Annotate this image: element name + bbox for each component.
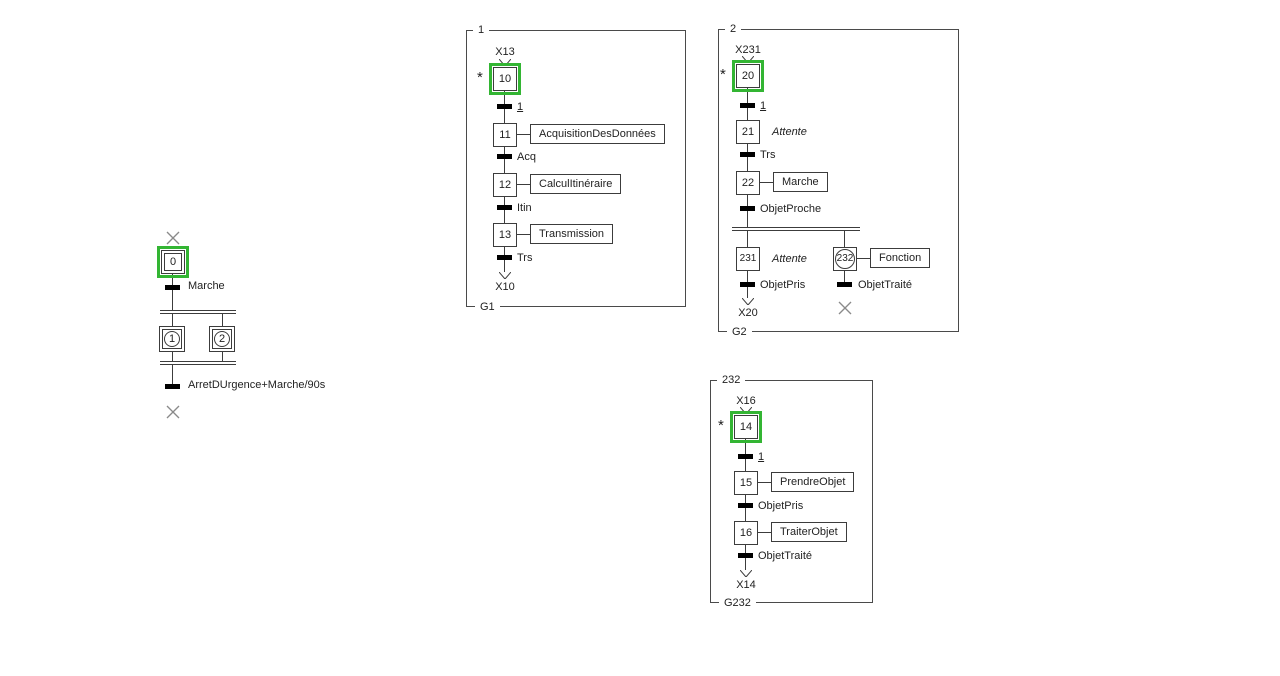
transition-trs-label: Trs <box>760 149 776 161</box>
enclosure-frame-name: G2 <box>727 326 752 338</box>
step-21-comment: Attente <box>772 126 807 138</box>
transition-marche-bar[interactable] <box>165 285 180 290</box>
flow-line <box>222 314 223 326</box>
step-12-action[interactable]: CalculItinéraire <box>530 174 621 194</box>
parallel-split-line <box>732 230 860 231</box>
action-link <box>760 182 773 183</box>
transition-itin-bar[interactable] <box>497 205 512 210</box>
transition-objetpris-label: ObjetPris <box>758 500 804 512</box>
step-11[interactable]: 11 <box>493 123 517 147</box>
arrow-down-icon <box>740 407 752 414</box>
enclosure-frame-number: 1 <box>473 24 489 36</box>
transition-trs-label: Trs <box>517 252 533 264</box>
flow-line <box>504 147 505 173</box>
transition-arret-label: ArretDUrgence+Marche/90s <box>188 379 326 391</box>
step-13[interactable]: 13 <box>493 223 517 247</box>
parallel-split-line <box>732 227 860 228</box>
transition-objettraite-bar[interactable] <box>837 282 852 287</box>
arrow-down-icon <box>499 272 511 279</box>
enclosure-frame-name: G1 <box>475 301 500 313</box>
enclosure-frame-number: 2 <box>725 23 741 35</box>
transition-acq-bar[interactable] <box>497 154 512 159</box>
transition-objettraite-bar[interactable] <box>738 553 753 558</box>
flow-line <box>172 314 173 326</box>
parallel-join-line <box>160 361 236 362</box>
step-13-action[interactable]: Transmission <box>530 224 613 244</box>
step-15[interactable]: 15 <box>734 471 758 495</box>
action-link <box>857 258 870 259</box>
entry-link-x13[interactable]: X13 <box>495 46 515 58</box>
transition-objetpris-label: ObjetPris <box>760 279 806 291</box>
transition-1-bar[interactable] <box>738 454 753 459</box>
transition-acq-label: Acq <box>517 151 536 163</box>
transition-trs-bar[interactable] <box>497 255 512 260</box>
flow-line <box>747 144 748 171</box>
transition-1-bar[interactable] <box>740 103 755 108</box>
initial-activation-star: * <box>720 66 726 83</box>
action-link <box>517 134 530 135</box>
transition-marche-label: Marche <box>188 280 225 292</box>
cross-mark-icon[interactable] <box>838 301 852 315</box>
enclosing-step-232[interactable]: 232 <box>833 247 857 271</box>
flow-line <box>222 352 223 361</box>
grafcet-g232 <box>700 370 890 615</box>
transition-objetproche-label: ObjetProche <box>760 203 822 215</box>
exit-link-x14[interactable]: X14 <box>736 579 756 591</box>
transition-trs-bar[interactable] <box>740 152 755 157</box>
step-21[interactable]: 21 <box>736 120 760 144</box>
step-0[interactable]: 0 <box>161 250 185 274</box>
step-231-comment: Attente <box>772 253 807 265</box>
flow-line <box>747 195 748 227</box>
arrow-down-icon <box>499 59 511 66</box>
entry-link-x16[interactable]: X16 <box>736 395 756 407</box>
enclosure-frame-name: G232 <box>719 597 756 609</box>
grafcet-main <box>150 225 326 435</box>
transition-objetpris-bar[interactable] <box>738 503 753 508</box>
action-link <box>758 482 771 483</box>
flow-line <box>172 352 173 361</box>
step-14[interactable]: 14 <box>734 415 758 439</box>
transition-arret-bar[interactable] <box>165 384 180 389</box>
transition-1-label: 1 <box>517 101 524 113</box>
transition-objettraite-label: ObjetTraité <box>858 279 913 291</box>
parallel-split-line <box>160 310 236 311</box>
arrow-down-icon <box>742 56 754 63</box>
grafcet-g1 <box>460 20 700 320</box>
transition-1-label: 1 <box>758 451 765 463</box>
action-link <box>758 532 771 533</box>
action-link <box>517 234 530 235</box>
transition-itin-label: Itin <box>517 202 532 214</box>
step-22-action[interactable]: Marche <box>773 172 828 192</box>
transition-objetproche-bar[interactable] <box>740 206 755 211</box>
enclosure-frame-number: 232 <box>717 374 745 386</box>
exit-link-x10[interactable]: X10 <box>495 281 515 293</box>
arrow-down-icon <box>740 570 752 577</box>
step-16-action[interactable]: TraiterObjet <box>771 522 847 542</box>
step-231[interactable]: 231 <box>736 247 760 271</box>
transition-1-label: 1 <box>760 100 767 112</box>
transition-1-bar[interactable] <box>497 104 512 109</box>
flow-line <box>504 197 505 223</box>
enclosing-step-1[interactable]: 1 <box>159 326 185 352</box>
initial-activation-star: * <box>718 417 724 434</box>
step-16[interactable]: 16 <box>734 521 758 545</box>
step-10[interactable]: 10 <box>493 67 517 91</box>
grafcet-g2 <box>710 20 970 350</box>
cross-mark-icon[interactable] <box>166 231 180 245</box>
flow-line <box>844 231 845 247</box>
step-232-action[interactable]: Fonction <box>870 248 930 268</box>
cross-mark-icon[interactable] <box>166 405 180 419</box>
entry-link-x231[interactable]: X231 <box>735 44 761 56</box>
step-12[interactable]: 12 <box>493 173 517 197</box>
step-11-action[interactable]: AcquisitionDesDonnées <box>530 124 665 144</box>
flow-line <box>172 274 173 310</box>
enclosing-step-2[interactable]: 2 <box>209 326 235 352</box>
step-15-action[interactable]: PrendreObjet <box>771 472 854 492</box>
arrow-down-icon <box>742 298 754 305</box>
step-22[interactable]: 22 <box>736 171 760 195</box>
flow-line <box>745 495 746 521</box>
step-20[interactable]: 20 <box>736 64 760 88</box>
initial-activation-star: * <box>477 69 483 86</box>
action-link <box>517 184 530 185</box>
transition-objetpris-bar[interactable] <box>740 282 755 287</box>
exit-link-x20[interactable]: X20 <box>738 307 758 319</box>
transition-objettraite-label: ObjetTraité <box>758 550 813 562</box>
flow-line <box>747 231 748 247</box>
